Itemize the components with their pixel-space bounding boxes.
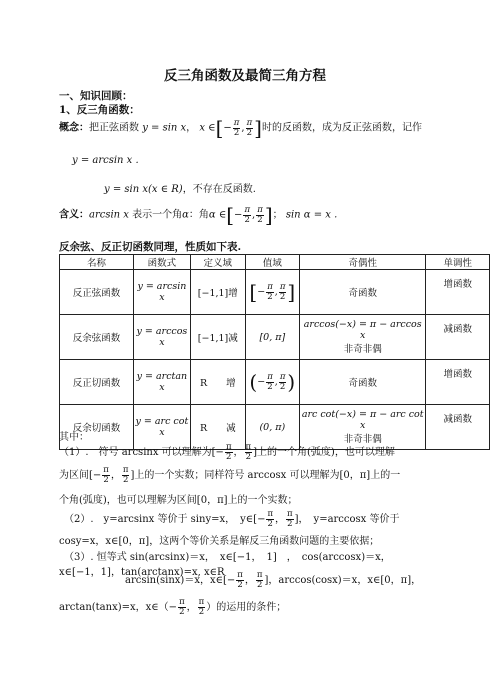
- fraction-den: 2: [267, 381, 273, 392]
- note-text: ，: [186, 602, 197, 613]
- notes-heading: 其中：: [59, 432, 89, 443]
- sine-over-reals: y = sin x(x ∈ R): [104, 184, 183, 195]
- properties-table: [59, 254, 490, 450]
- note-1-line-2: [59, 466, 400, 485]
- fraction-den: 2: [245, 452, 252, 462]
- fraction: [256, 206, 264, 225]
- fraction-num: π: [279, 281, 286, 292]
- fraction-num: π: [246, 117, 253, 128]
- table-header-cell: 值域: [245, 255, 299, 270]
- minus-sign: −: [234, 209, 243, 221]
- minus-sign: −: [223, 122, 232, 134]
- interval-bracket: ]: [264, 203, 273, 227]
- note-text: ，: [244, 575, 255, 586]
- note-text: 为区间[−: [59, 470, 102, 481]
- function-name: 反正弦函数: [60, 270, 134, 315]
- note-3-line-1: （3）. 恒等式 sin(arcsinx)＝x， x∈[−1， 1] ， cos(arccosx)＝x，: [64, 552, 391, 563]
- meaning-line: 含义：arcsin x 表示一个角α：角α ∈[− $\frac{\pi}{2}$ , $\frac{\pi}{2}$ ]； sin α = x .: [59, 203, 338, 227]
- minus-sign: −: [257, 286, 266, 298]
- parity-identity: arc cot(−x) = π − arc cot x: [301, 409, 424, 431]
- fraction-num: π: [103, 465, 109, 475]
- function-formula: y = arctan x: [133, 360, 190, 405]
- note-text: ]，arccos(cosx)＝x，x∈[0，π]，: [264, 575, 422, 586]
- meaning-text: 表示一个角: [132, 209, 183, 221]
- fraction-num: π: [245, 442, 252, 452]
- interval-bracket: ]: [254, 116, 262, 140]
- parity-identity: arccos(−x) = π − arccos x: [303, 319, 422, 341]
- fraction: [225, 443, 233, 462]
- note-3-line-3: [125, 571, 421, 590]
- fraction-den: 2: [244, 214, 250, 225]
- fraction-num: π: [122, 465, 129, 475]
- interval-bracket: [: [226, 203, 235, 227]
- interval-bracket: [: [215, 116, 224, 140]
- semicolon: ；: [272, 209, 283, 221]
- close-paren: ): [287, 370, 296, 394]
- fraction-den: 2: [233, 127, 240, 138]
- fraction: [233, 119, 241, 138]
- no-inverse-text: ，不存在反函数.: [182, 184, 256, 195]
- page-title: 反三角函数及最简三角方程: [164, 68, 326, 84]
- arcsin-notation: y = arcsin x .: [72, 155, 139, 166]
- fraction-den: 2: [226, 452, 232, 462]
- fraction-num: π: [267, 509, 274, 519]
- fraction: [266, 373, 274, 392]
- note-text: arctan(tanx)=x，x∈（−: [59, 602, 178, 613]
- function-formula: y = arc cot x: [133, 405, 190, 450]
- fraction-den: 2: [246, 127, 253, 138]
- concept-line: 概念：把正弦函数 y = sin x， x ∈[− $\frac{\pi}{2}$ , $\frac{\pi}{2}$ ]时的反函数，成为反正弦函数，记作: [59, 116, 422, 140]
- function-name: 反正切函数: [60, 360, 134, 405]
- function-domain: [−1,1]减: [190, 315, 245, 360]
- note-1-line-3: 个角(弧度)，也可以理解为区间[0，π]上的一个实数；: [59, 495, 298, 506]
- fraction-den: 2: [198, 607, 205, 617]
- sin-alpha-equals-x: sin α = x .: [285, 209, 338, 221]
- table-row: [60, 360, 490, 405]
- note-text: （1）. 符号 arcsinx 可以理解为[−: [59, 447, 224, 458]
- alpha-condition: α ∈: [208, 209, 227, 221]
- table-row: [60, 315, 490, 360]
- note-text: ]， y=arccosx 等价于: [294, 514, 400, 525]
- fraction: [178, 598, 186, 617]
- fraction: [266, 510, 274, 529]
- note-1-line-1: [59, 443, 395, 462]
- fraction: [236, 571, 244, 590]
- meaning-label: 含义：: [59, 209, 89, 221]
- function-range: [− $\frac{\pi}{2}$ , $\frac{\pi}{2}$ ]: [245, 270, 299, 315]
- fraction-num: π: [279, 371, 286, 382]
- note-text: （2）. y=arcsinx 等价于 siny=x， y∈[−: [64, 514, 266, 525]
- concept-text: 把正弦函数: [89, 122, 139, 134]
- fraction: [198, 598, 206, 617]
- fraction: [122, 466, 130, 485]
- sine-function: y = sin x: [142, 122, 187, 134]
- fraction: [279, 373, 287, 392]
- table-header-cell: 函数式: [133, 255, 190, 270]
- note-text: ]上的一个角(弧度)，也可以理解: [253, 447, 395, 458]
- table-header-cell: 奇偶性: [299, 255, 426, 270]
- fraction: [102, 466, 110, 485]
- subsection-heading: 1、反三角函数：: [59, 104, 140, 116]
- function-domain: R 减: [190, 405, 245, 450]
- note-3-line-4: [59, 598, 286, 617]
- fraction: [279, 283, 287, 302]
- fraction-num: π: [237, 570, 243, 580]
- note-3-line-2: x∈[−1，1]，tan(arctanx)=x, x∈R: [59, 567, 225, 578]
- function-monotonicity: 减函数: [426, 315, 490, 360]
- function-range: (0, π): [245, 405, 299, 450]
- function-range: [0, π]: [245, 315, 299, 360]
- fraction-den: 2: [257, 214, 263, 225]
- parity-label: 非奇非偶: [343, 434, 382, 445]
- fraction-den: 2: [179, 607, 185, 617]
- fraction-num: π: [287, 509, 293, 519]
- function-formula: y = arcsin x: [133, 270, 190, 315]
- interval-bracket: ]: [287, 280, 296, 304]
- fraction-num: π: [233, 117, 240, 128]
- interval-bracket: [: [249, 280, 258, 304]
- fraction-num: π: [257, 204, 263, 215]
- arcsin-symbol: arcsin x: [89, 209, 129, 221]
- concept-text-post: 时的反函数，成为反正弦函数，记作: [261, 122, 422, 134]
- fraction: [245, 443, 253, 462]
- fraction-num: π: [225, 442, 232, 452]
- fraction-den: 2: [237, 580, 243, 590]
- fraction-num: π: [267, 281, 273, 292]
- table-header-cell: 名称: [60, 255, 134, 270]
- function-domain: R 增: [190, 360, 245, 405]
- comma: ，: [186, 122, 197, 134]
- fraction-den: 2: [287, 519, 293, 529]
- table-header-cell: 单调性: [426, 255, 490, 270]
- function-parity: [299, 315, 426, 360]
- note-text: ]上的一个实数；同样符号 arccosx 可以理解为[0，π]上的一: [130, 470, 401, 481]
- fraction-den: 2: [267, 291, 273, 302]
- table-header-cell: 定义域: [190, 255, 245, 270]
- fraction: [246, 119, 254, 138]
- fraction: [286, 510, 294, 529]
- note-text: ，: [110, 470, 121, 481]
- fraction-den: 2: [256, 580, 263, 590]
- fraction: [243, 206, 251, 225]
- function-monotonicity: 增函数: [426, 270, 490, 315]
- function-domain: [−1,1]增: [190, 270, 245, 315]
- fraction: [266, 283, 274, 302]
- fraction-den: 2: [267, 519, 273, 529]
- function-range: (− $\frac{\pi}{2}$ , $\frac{\pi}{2}$ ): [245, 360, 299, 405]
- minus-sign: −: [257, 376, 266, 388]
- fraction-num: π: [256, 570, 263, 580]
- note-2-line-2: cosy=x，x∈[0，π]，这两个等价关系是解反三角函数问题的主要依据；: [59, 536, 380, 547]
- meaning-text-2: ：角: [188, 209, 209, 221]
- table-intro: 反余弦、反正切函数同理，性质如下表.: [59, 241, 242, 253]
- fraction: [256, 571, 264, 590]
- note-text: arcsin(sinx)＝x，x∈[−: [125, 575, 236, 586]
- function-formula: y = arccos x: [133, 315, 190, 360]
- section-heading: 一、知识回顾：: [59, 90, 133, 102]
- domain-condition: x ∈: [199, 122, 216, 134]
- fraction-den: 2: [279, 291, 286, 302]
- table-header-row: [60, 255, 490, 270]
- fraction-den: 2: [122, 475, 129, 485]
- function-parity: 奇函数: [299, 270, 426, 315]
- fraction-den: 2: [103, 475, 109, 485]
- function-monotonicity: 增函数: [426, 360, 490, 405]
- note-text: ，: [275, 514, 286, 525]
- fraction-num: π: [198, 597, 205, 607]
- open-paren: (: [249, 370, 258, 394]
- note-text: ）的运用的条件；: [206, 602, 287, 613]
- table-row: [60, 270, 490, 315]
- fraction-den: 2: [279, 381, 286, 392]
- function-name: 反余弦函数: [60, 315, 134, 360]
- note-text: ，: [233, 447, 244, 458]
- parity-label: 非奇非偶: [343, 344, 382, 355]
- function-monotonicity: 减函数: [426, 405, 490, 450]
- function-parity: 奇函数: [299, 360, 426, 405]
- note-2-line-1: [64, 510, 399, 529]
- function-name: 反余切函数: [60, 405, 134, 450]
- concept-label: 概念：: [59, 122, 89, 134]
- fraction-num: π: [179, 597, 185, 607]
- fraction-num: π: [267, 371, 273, 382]
- alpha-symbol: α: [182, 209, 189, 221]
- no-inverse-note: [104, 180, 256, 195]
- fraction-num: π: [244, 204, 251, 215]
